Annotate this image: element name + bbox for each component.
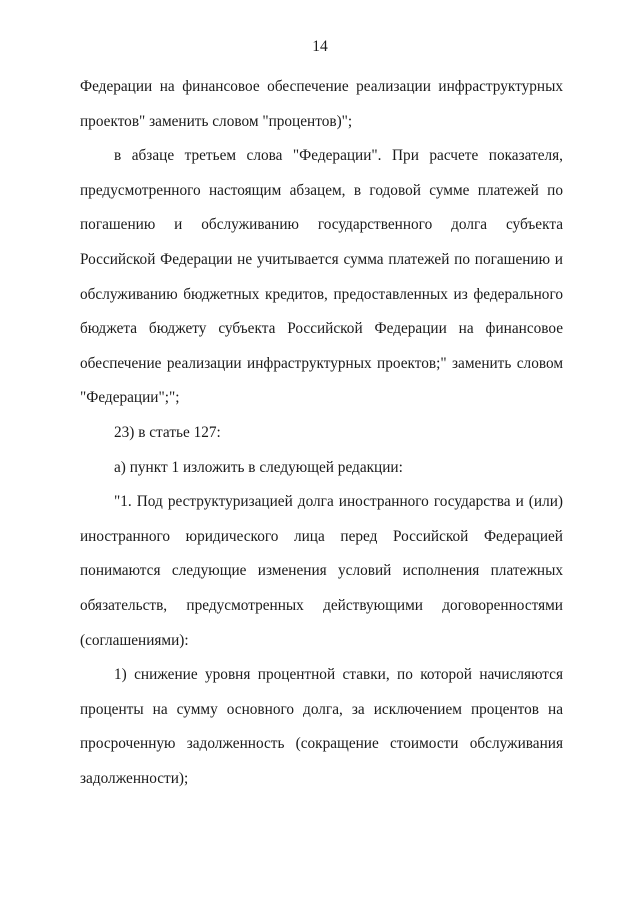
paragraph: Федерации на финансовое обеспечение реализации инфраструктурных проектов" заменить словом "процентов)"; [80, 78, 563, 130]
paragraph: а) пункт 1 изложить в следующей редакции: [114, 458, 403, 476]
paragraph: "1. Под реструктуризацией долга иностранного государства и (или) иностранного юридического лица перед Российской Федерацией понимаются следующие изменения условий исполнения платежных обязательств, предусмотренных действующими договоренностями (соглашениями): [80, 493, 563, 649]
paragraph: 23) в статье 127: [114, 423, 221, 441]
page-number: 14 [312, 38, 328, 55]
paragraph: 1) снижение уровня процентной ставки, по которой начисляются проценты на сумму основного долга, за исключением процентов на просроченную задолженность (сокращение стоимости обслуживания задолженности); [80, 666, 563, 787]
document-body [80, 70, 563, 796]
paragraph: в абзаце третьем слова "Федерации". При расчете показателя, предусмотренного настоящим абзацем, в годовой сумме платежей по погашению и обслуживанию государственного долга субъекта Российской Федерации не учитывается сумма платежей по погашению и обслуживанию бюджетных кредитов, предоставленных из федерального бюджета бюджету субъекта Российской Федерации на финансовое обеспечение реализации инфраструктурных проектов;" заменить словом "Федерации";"; [80, 147, 563, 407]
